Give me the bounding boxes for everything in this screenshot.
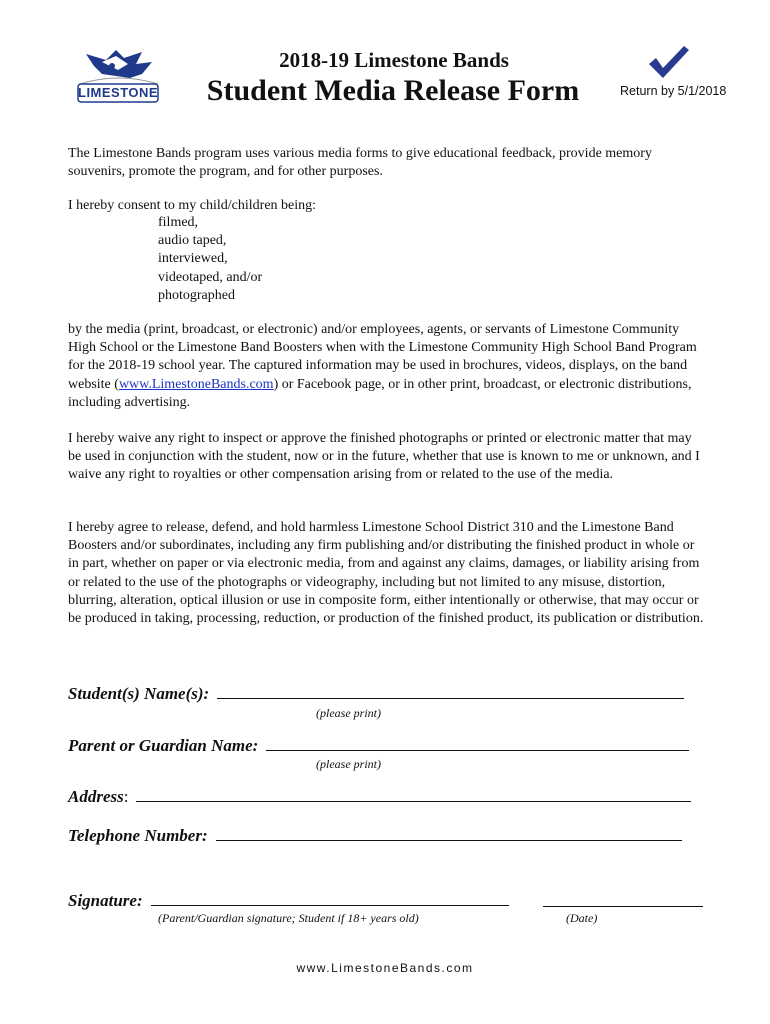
- waive-paragraph: I hereby waive any right to inspect or approve the finished photographs or printed or electronic matter that may be used in conjunction with the student, now or in the future, whether that use is known to me or unknown, and I waive any right to royalties or other compensation arising from or related to the use of the media.: [68, 431, 700, 483]
- student-name-field: [68, 684, 684, 704]
- signature-hint: (Parent/Guardian signature; Student if 18+ years old): [158, 911, 419, 925]
- website-link[interactable]: www.LimestoneBands.com: [118, 376, 274, 392]
- parent-name-field: [68, 736, 689, 756]
- parent-name-label: Parent or Guardian Name:: [68, 736, 259, 755]
- intro-paragraph: The Limestone Bands program uses various media forms to give educational feedback, provide memory souvenirs, promote the program, and for other purposes.: [68, 146, 652, 180]
- media-paragraph: [68, 321, 708, 412]
- parent-name-blank[interactable]: [266, 738, 689, 751]
- address-colon: :: [123, 787, 129, 806]
- address-label: Address: [68, 787, 124, 806]
- media-text-end: ) or Facebook page, or in other print, broadcast, or electronic distributions, including advertising.: [68, 376, 692, 410]
- consent-list: [158, 214, 262, 305]
- consent-intro: I hereby consent to my child/children being:: [68, 198, 317, 213]
- signature-label: Signature:: [68, 891, 143, 910]
- checkmark-icon: [646, 44, 690, 82]
- address-field: [68, 787, 691, 807]
- student-name-label: Student(s) Name(s):: [68, 684, 210, 703]
- year-title: 2018-19 Limestone Bands: [279, 48, 509, 72]
- student-name-hint: (please print): [316, 706, 381, 720]
- signature-field: [68, 891, 509, 911]
- return-by-date: Return by 5/1/2018: [620, 84, 727, 98]
- consent-item: filmed,: [158, 215, 199, 230]
- consent-item: videotaped, and/or: [158, 269, 263, 285]
- media-text-start: by the media (print, broadcast, or electronic) and/or employees, agents, or servants of Limestone Community High School or the Limestone Band Boosters when with the Limestone Community High School Band Program for the 2018-19 school year. The captured information may be used in brochures, videos, displays, on the band website (: [68, 322, 697, 392]
- consent-item: audio taped,: [158, 233, 227, 249]
- consent-item: photographed: [158, 287, 235, 303]
- date-hint: (Date): [566, 911, 598, 925]
- address-blank[interactable]: [136, 789, 691, 802]
- date-blank[interactable]: [543, 893, 703, 907]
- telephone-field: [68, 826, 682, 846]
- logo-text: LIMESTONE: [78, 85, 159, 100]
- telephone-blank[interactable]: [216, 828, 682, 841]
- student-name-blank[interactable]: [217, 686, 684, 699]
- signature-blank[interactable]: [151, 893, 509, 906]
- footer-website: www.LimestoneBands.com: [296, 961, 474, 975]
- parent-name-hint: (please print): [316, 757, 381, 771]
- release-paragraph: I hereby agree to release, defend, and hold harmless Limestone School District 310 and the Limestone Band Boosters and/or subordinates, including any firm publishing and/or distributing the finished product in whole or in part, whether on paper or via electronic media, from and against any claims, damages, or liability arising from or related to the use of the photographs or videography, including but not limited to any misuse, distortion, blurring, alteration, optical illusion or use in composite form, either intentionally or otherwise, that may occur or be produced in taking, processing, reduction, or production of the finished product, its publication or distribution.: [68, 520, 704, 627]
- telephone-label: Telephone Number:: [68, 826, 208, 845]
- consent-item: interviewed,: [158, 251, 228, 267]
- form-title: Student Media Release Form: [206, 74, 580, 107]
